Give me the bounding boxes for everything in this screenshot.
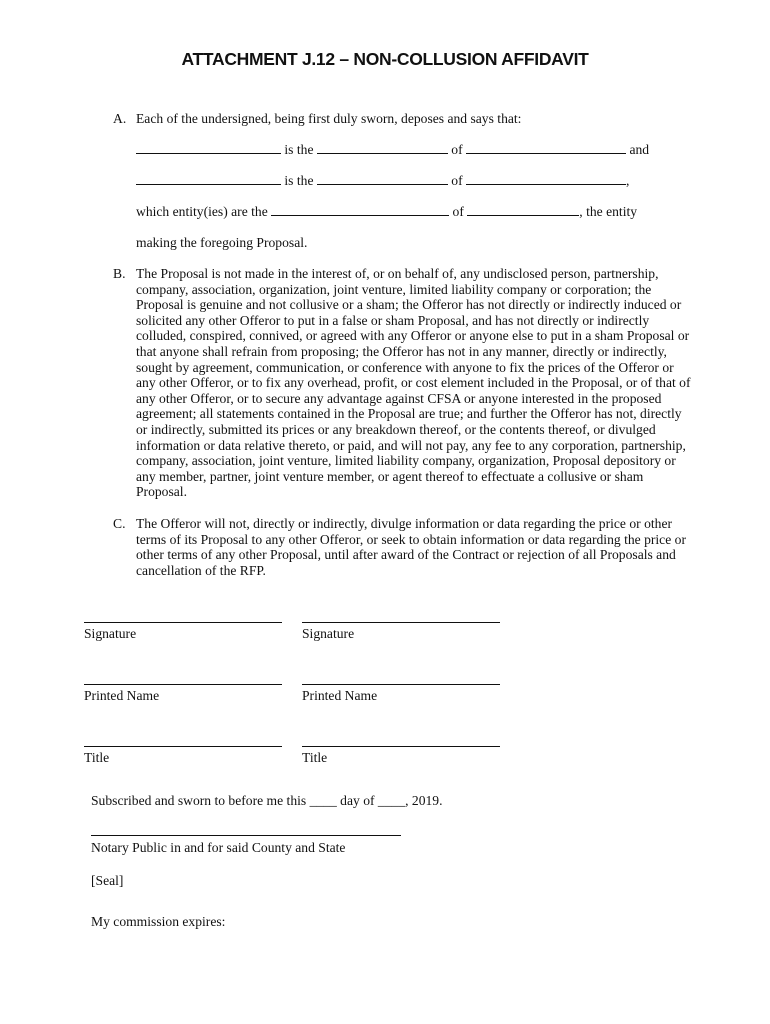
notary-public-label: Notary Public in and for said County and State: [91, 840, 346, 855]
seal-label: [Seal]: [91, 873, 124, 888]
section-b-paragraph: [136, 266, 691, 500]
paragraph-line: cancellation of the RFP.: [136, 562, 266, 578]
paragraph-line: any other Offeror, or to secure any advantage against CFSA or anyone interested in the proposed: [136, 390, 662, 406]
entity-blank-2[interactable]: [466, 173, 626, 185]
paragraph-line: Proposal is genuine and not collusive or a sham; the Offeror has not directly or indirectly induced or: [136, 297, 682, 313]
printed-name-line-2[interactable]: [302, 684, 500, 685]
and-text: and: [629, 142, 650, 157]
name-blank-1[interactable]: [136, 142, 281, 154]
is-the-text: is the: [284, 142, 314, 157]
entity-name-blank[interactable]: [467, 204, 579, 216]
role-blank-1[interactable]: [317, 142, 448, 154]
section-a-line-4: making the foregoing Proposal.: [136, 235, 308, 250]
paragraph-line: other terms of any other Proposal, until after award of the Contract or rejection of all Proposals and: [136, 547, 676, 563]
which-entities-text: which entity(ies) are the: [136, 204, 268, 219]
section-a-line-3: [136, 204, 637, 220]
printed-name-label-1: Printed Name: [84, 688, 160, 703]
of-text: of: [451, 142, 463, 157]
of-text: of: [451, 173, 463, 188]
is-the-text: is the: [284, 173, 314, 188]
paragraph-line: terms of its Proposal to any other Offeror, or seek to obtain information or data regarding the price or: [136, 531, 686, 547]
of-text: of: [452, 204, 464, 219]
signature-label-1: Signature: [84, 626, 137, 641]
paragraph-line: any other Offeror, or to fix any overhead, profit, or cost element included in the Proposal, or of that of: [136, 375, 691, 391]
paragraph-line: company, association, joint venture, limited liability company, organization, Proposal depository or: [136, 453, 676, 469]
paragraph-line: information or data relative thereto, or paid, and will not pay, any fee to any corporation, partnership,: [136, 437, 686, 453]
section-a-line-2: [136, 173, 629, 189]
section-a-marker: A.: [113, 111, 127, 126]
paragraph-line: The Proposal is not made in the interest of, or on behalf of, any undisclosed person, partnership,: [136, 266, 659, 281]
paragraph-line: colluded, conspired, connived, or agreed with any Offeror or anyone else to put in a sham Proposal or: [136, 328, 690, 344]
relationship-blank[interactable]: [271, 204, 449, 216]
paragraph-line: sought by agreement, communication, or conference with anyone to fix the prices of the Offeror or: [136, 359, 674, 375]
document-title: ATTACHMENT J.12 – NON-COLLUSION AFFIDAVIT: [181, 49, 589, 69]
paragraph-line: that anyone shall refrain from proposing; the Offeror has not in any manner, directly or indirectly,: [136, 343, 667, 359]
section-a-line-1: [136, 142, 649, 158]
signature-line-2[interactable]: [302, 622, 500, 623]
section-a-intro: Each of the undersigned, being first duly sworn, deposes and says that:: [136, 111, 522, 126]
section-c-marker: C.: [113, 516, 126, 531]
paragraph-line: company, association, organization, joint venture, limited liability company or corporation; the: [136, 281, 652, 297]
title-label-2: Title: [302, 750, 328, 765]
the-entity-text: , the entity: [579, 204, 638, 219]
comma-text: ,: [626, 173, 630, 188]
role-blank-2[interactable]: [317, 173, 448, 185]
paragraph-line: agreement; all statements contained in the Proposal are true; and further the Offeror has not, directly: [136, 406, 682, 422]
section-b-marker: B.: [113, 266, 126, 281]
section-c-paragraph: [136, 516, 686, 578]
name-blank-2[interactable]: [136, 173, 281, 185]
signature-label-2: Signature: [302, 626, 355, 641]
signature-line-1[interactable]: [84, 622, 282, 623]
title-line-1[interactable]: [84, 746, 282, 747]
sworn-statement: Subscribed and sworn to before me this ____ day of ____, 2019.: [91, 793, 443, 808]
paragraph-line: The Offeror will not, directly or indirectly, divulge information or data regarding the price or other: [136, 516, 673, 531]
paragraph-line: any member, partner, joint venture member, or agent thereof to effectuate a collusive or sham: [136, 468, 644, 484]
entity-blank-1[interactable]: [466, 142, 626, 154]
title-label-1: Title: [84, 750, 110, 765]
paragraph-line: solicited any other Offeror to put in a false or sham Proposal, and has not directly or indirectly: [136, 312, 650, 328]
commission-expires-label: My commission expires:: [91, 914, 226, 929]
title-line-2[interactable]: [302, 746, 500, 747]
paragraph-line: Proposal.: [136, 484, 187, 500]
printed-name-label-2: Printed Name: [302, 688, 378, 703]
notary-signature-line[interactable]: [91, 835, 401, 836]
printed-name-line-1[interactable]: [84, 684, 282, 685]
paragraph-line: or indirectly, submitted its prices or any breakdown thereof, or the contents thereof, or divulged: [136, 421, 656, 437]
